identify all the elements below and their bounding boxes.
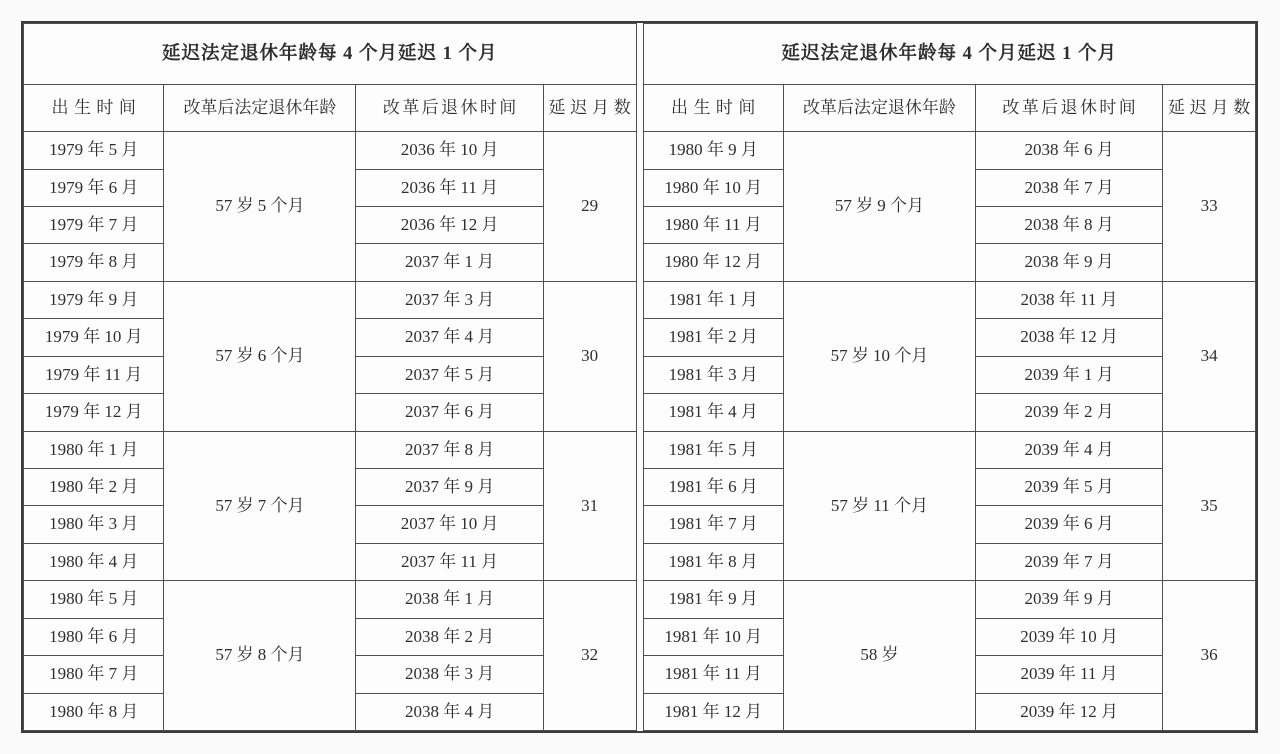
birth-month-cell: 1981 年 7 月 xyxy=(643,506,783,543)
retirement-time-cell: 2038 年 7 月 xyxy=(975,169,1162,206)
retirement-age-cell: 58 岁 xyxy=(783,581,975,731)
birth-month-cell: 1979 年 12 月 xyxy=(24,394,164,431)
birth-month-cell: 1980 年 11 月 xyxy=(643,207,783,244)
delay-months-cell: 32 xyxy=(543,581,636,731)
birth-month-cell: 1981 年 11 月 xyxy=(643,656,783,693)
birth-month-cell: 1979 年 7 月 xyxy=(24,207,164,244)
birth-month-cell: 1980 年 3 月 xyxy=(24,506,164,543)
retirement-time-cell: 2037 年 6 月 xyxy=(356,394,543,431)
birth-month-cell: 1980 年 10 月 xyxy=(643,169,783,206)
table-row xyxy=(643,431,1256,468)
retirement-age-cell: 57 岁 6 个月 xyxy=(164,281,356,431)
retirement-time-cell: 2038 年 6 月 xyxy=(975,132,1162,169)
col-header-birth-date: 出生时间 xyxy=(24,84,164,132)
retirement-tables-frame xyxy=(21,21,1258,733)
birth-month-cell: 1980 年 8 月 xyxy=(24,693,164,730)
retirement-time-cell: 2037 年 3 月 xyxy=(356,281,543,318)
birth-month-cell: 1980 年 6 月 xyxy=(24,618,164,655)
retirement-time-cell: 2039 年 7 月 xyxy=(975,543,1162,580)
retirement-time-cell: 2036 年 10 月 xyxy=(356,132,543,169)
delay-months-cell: 34 xyxy=(1163,281,1256,431)
table-title: 延迟法定退休年龄每 4 个月延迟 1 个月 xyxy=(24,24,637,85)
birth-month-cell: 1979 年 11 月 xyxy=(24,356,164,393)
retirement-time-cell: 2038 年 3 月 xyxy=(356,656,543,693)
birth-month-cell: 1981 年 12 月 xyxy=(643,693,783,730)
birth-month-cell: 1981 年 2 月 xyxy=(643,319,783,356)
table-row xyxy=(24,281,637,318)
birth-month-cell: 1981 年 6 月 xyxy=(643,469,783,506)
birth-month-cell: 1979 年 10 月 xyxy=(24,319,164,356)
retirement-time-cell: 2037 年 11 月 xyxy=(356,543,543,580)
retirement-time-cell: 2037 年 5 月 xyxy=(356,356,543,393)
birth-month-cell: 1981 年 5 月 xyxy=(643,431,783,468)
birth-month-cell: 1980 年 7 月 xyxy=(24,656,164,693)
retirement-table-right xyxy=(643,23,1257,731)
retirement-table-left xyxy=(23,23,637,731)
retirement-time-cell: 2039 年 6 月 xyxy=(975,506,1162,543)
birth-month-cell: 1979 年 5 月 xyxy=(24,132,164,169)
table-row xyxy=(643,281,1256,318)
retirement-time-cell: 2039 年 12 月 xyxy=(975,693,1162,730)
retirement-age-cell: 57 岁 9 个月 xyxy=(783,132,975,282)
birth-month-cell: 1980 年 5 月 xyxy=(24,581,164,618)
col-header-delay-months: 延迟月数 xyxy=(1163,84,1256,132)
birth-month-cell: 1980 年 2 月 xyxy=(24,469,164,506)
birth-month-cell: 1981 年 1 月 xyxy=(643,281,783,318)
retirement-time-cell: 2037 年 1 月 xyxy=(356,244,543,281)
table-row xyxy=(24,431,637,468)
delay-months-cell: 29 xyxy=(543,132,636,282)
retirement-time-cell: 2036 年 11 月 xyxy=(356,169,543,206)
retirement-time-cell: 2039 年 4 月 xyxy=(975,431,1162,468)
retirement-time-cell: 2037 年 9 月 xyxy=(356,469,543,506)
birth-month-cell: 1981 年 10 月 xyxy=(643,618,783,655)
table-header-row xyxy=(643,84,1256,132)
delay-months-cell: 35 xyxy=(1163,431,1256,581)
retirement-time-cell: 2038 年 12 月 xyxy=(975,319,1162,356)
retirement-time-cell: 2036 年 12 月 xyxy=(356,207,543,244)
retirement-time-cell: 2037 年 8 月 xyxy=(356,431,543,468)
retirement-time-cell: 2038 年 1 月 xyxy=(356,581,543,618)
retirement-time-cell: 2039 年 10 月 xyxy=(975,618,1162,655)
retirement-time-cell: 2037 年 10 月 xyxy=(356,506,543,543)
birth-month-cell: 1981 年 3 月 xyxy=(643,356,783,393)
retirement-age-cell: 57 岁 11 个月 xyxy=(783,431,975,581)
birth-month-cell: 1980 年 9 月 xyxy=(643,132,783,169)
birth-month-cell: 1980 年 12 月 xyxy=(643,244,783,281)
retirement-time-cell: 2038 年 11 月 xyxy=(975,281,1162,318)
table-row xyxy=(24,581,637,618)
table-row xyxy=(643,132,1256,169)
table-header-row xyxy=(24,84,637,132)
retirement-time-cell: 2038 年 4 月 xyxy=(356,693,543,730)
col-header-retirement-date: 改革后退休时间 xyxy=(356,84,543,132)
delay-months-cell: 36 xyxy=(1163,581,1256,731)
birth-month-cell: 1979 年 6 月 xyxy=(24,169,164,206)
col-header-birth-date: 出生时间 xyxy=(643,84,783,132)
retirement-age-cell: 57 岁 8 个月 xyxy=(164,581,356,731)
col-header-retirement-date: 改革后退休时间 xyxy=(975,84,1162,132)
table-row xyxy=(643,581,1256,618)
table-row xyxy=(24,132,637,169)
birth-month-cell: 1981 年 9 月 xyxy=(643,581,783,618)
retirement-age-cell: 57 岁 5 个月 xyxy=(164,132,356,282)
birth-month-cell: 1979 年 9 月 xyxy=(24,281,164,318)
retirement-time-cell: 2038 年 2 月 xyxy=(356,618,543,655)
retirement-time-cell: 2038 年 9 月 xyxy=(975,244,1162,281)
col-header-delay-months: 延迟月数 xyxy=(543,84,636,132)
birth-month-cell: 1979 年 8 月 xyxy=(24,244,164,281)
retirement-time-cell: 2039 年 11 月 xyxy=(975,656,1162,693)
retirement-time-cell: 2039 年 1 月 xyxy=(975,356,1162,393)
col-header-statutory-retirement-age: 改革后法定退休年龄 xyxy=(164,84,356,132)
birth-month-cell: 1980 年 1 月 xyxy=(24,431,164,468)
retirement-age-cell: 57 岁 7 个月 xyxy=(164,431,356,581)
birth-month-cell: 1981 年 8 月 xyxy=(643,543,783,580)
table-title-row xyxy=(24,24,637,85)
retirement-age-cell: 57 岁 10 个月 xyxy=(783,281,975,431)
retirement-time-cell: 2037 年 4 月 xyxy=(356,319,543,356)
delay-months-cell: 31 xyxy=(543,431,636,581)
retirement-time-cell: 2039 年 9 月 xyxy=(975,581,1162,618)
col-header-statutory-retirement-age: 改革后法定退休年龄 xyxy=(783,84,975,132)
delay-months-cell: 33 xyxy=(1163,132,1256,282)
retirement-time-cell: 2039 年 5 月 xyxy=(975,469,1162,506)
retirement-time-cell: 2039 年 2 月 xyxy=(975,394,1162,431)
table-title: 延迟法定退休年龄每 4 个月延迟 1 个月 xyxy=(643,24,1256,85)
table-title-row xyxy=(643,24,1256,85)
retirement-time-cell: 2038 年 8 月 xyxy=(975,207,1162,244)
delay-months-cell: 30 xyxy=(543,281,636,431)
birth-month-cell: 1980 年 4 月 xyxy=(24,543,164,580)
birth-month-cell: 1981 年 4 月 xyxy=(643,394,783,431)
